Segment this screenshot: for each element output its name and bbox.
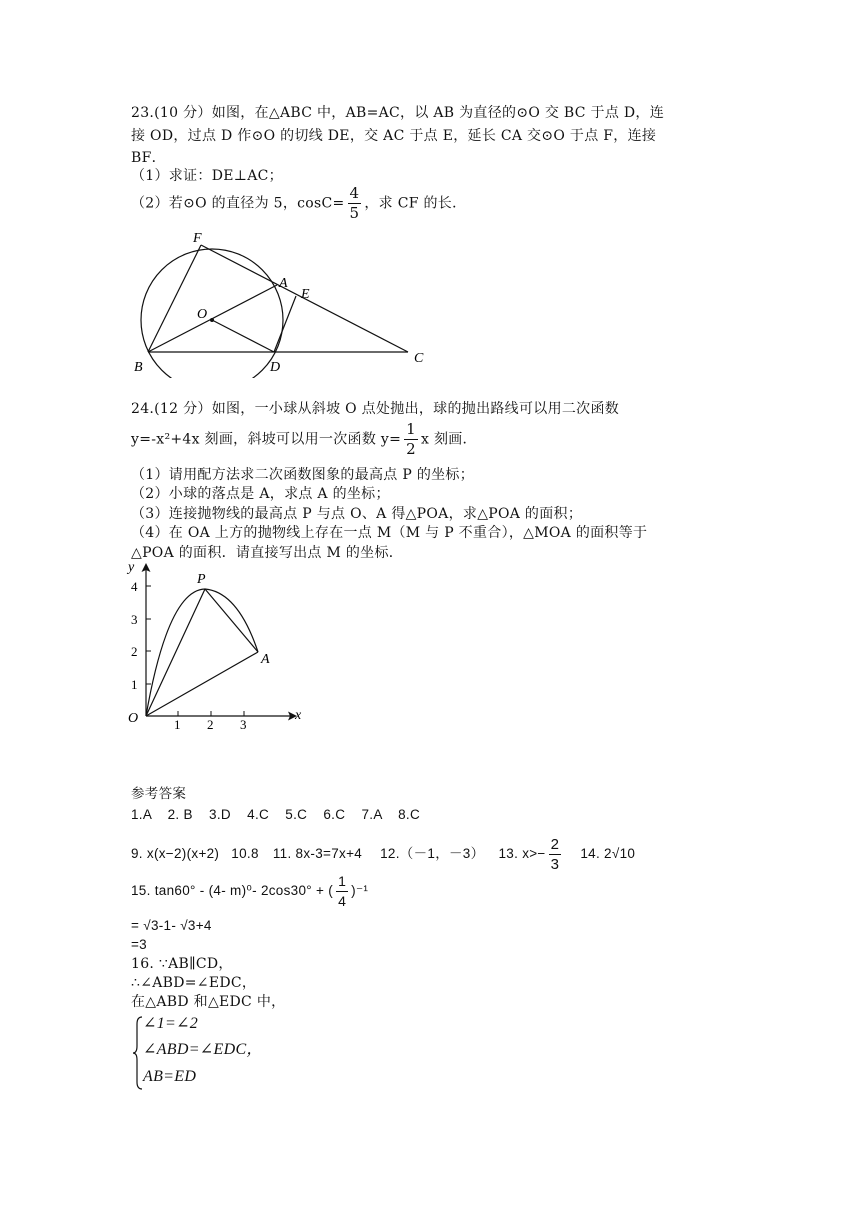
label-e: E (301, 287, 310, 302)
y-tick-label: 4 (131, 579, 138, 594)
y-tick-label: 1 (131, 677, 138, 692)
q24-part4: （4）在 OA 上方的抛物线上存在一点 M（M 与 P 不重合），△MOA 的面积等于 (131, 525, 648, 541)
x-tick-label: 1 (174, 717, 181, 732)
frac-num: 1 (336, 872, 348, 892)
answer-16-line2: ∴∠ABD=∠EDC， (131, 975, 257, 991)
label-a: A (261, 652, 270, 667)
q23-part2 (131, 184, 466, 223)
label-y: y (128, 560, 135, 575)
q23-line1: 23.(10 分）如图，在△ABC 中，AB=AC，以 AB 为直径的⊙O 交 BC 于点 D，连 (131, 105, 665, 121)
answers-row1: 1.A 2. B 3.D 4.C 5.C 6.C 7.A 8.C (131, 807, 421, 822)
system-eq-1: ∠1=∠2 (143, 1015, 199, 1032)
frac-den: 3 (550, 856, 560, 873)
segment-bf (148, 245, 201, 352)
answer-10: 10.8 (231, 846, 259, 862)
answers-row2 (131, 835, 635, 874)
answer-12: 12.（－1，－3） (380, 846, 485, 862)
y-tick-label: 2 (131, 644, 138, 659)
q23-part2-pre: （2）若⊙O 的直径为 5，cosC= (131, 195, 345, 212)
answer-9: 9. x(x−2)(x+2) (131, 846, 220, 862)
answer-15 (131, 872, 368, 911)
answer-15-fraction (336, 872, 348, 911)
q23-line2: 接 OD，过点 D 作⊙O 的切线 DE，交 AC 于点 E，延长 CA 交⊙O 于点 F，连接 (131, 128, 657, 144)
q24-part3: （3）连接抛物线的最高点 P 与点 O、A 得△POA，求△POA 的面积； (131, 506, 583, 522)
frac-den: 5 (349, 204, 360, 222)
x-tick-label: 2 (207, 717, 214, 732)
equation-brace (133, 1016, 143, 1090)
q23-part2-post: ，求 CF 的长． (364, 195, 467, 212)
system-eq-3: AB=ED (143, 1068, 197, 1085)
label-c: C (414, 351, 424, 366)
q24-line2-post: x 刻画． (421, 431, 477, 448)
q23-fraction (348, 184, 362, 223)
label-f: F (193, 231, 202, 246)
answer-13-fraction (549, 835, 562, 874)
label-x: x (295, 708, 302, 723)
frac-num: 4 (349, 184, 360, 202)
line-pa (205, 589, 258, 652)
x-tick-label: 3 (240, 717, 247, 732)
parabola-figure (126, 558, 311, 734)
frac-den: 2 (406, 440, 416, 458)
circle-triangle-figure (128, 228, 438, 378)
answer-13-pre: 13. x>− (498, 846, 546, 862)
q23-line3: BF． (131, 150, 166, 166)
q24-part2: （2）小球的落点是 A，求点 A 的坐标； (131, 486, 390, 502)
answer-15-pre: 15. tan60° - (4- m)⁰- 2cos30° + ( (131, 883, 334, 899)
answer-16-line3: 在△ABD 和△EDC 中， (131, 994, 286, 1010)
answer-11: 11. 8x-3=7x+4 (272, 846, 363, 862)
center-dot (210, 318, 214, 322)
segment-od (212, 320, 274, 352)
label-d: D (270, 360, 281, 375)
label-o: O (197, 307, 208, 322)
answer-15-line3: =3 (131, 937, 147, 952)
label-p: P (197, 572, 206, 587)
answers-heading: 参考答案 (131, 786, 187, 801)
system-eq-2: ∠ABD=∠EDC， (143, 1041, 263, 1058)
answer-13 (498, 836, 564, 873)
segment-de (274, 296, 296, 352)
q24-part1: （1）请用配方法求二次函数图象的最高点 P 的坐标； (131, 467, 475, 483)
frac-num: 2 (550, 836, 560, 853)
line-op (146, 589, 205, 716)
label-a: A (279, 276, 288, 291)
answer-16-line1: 16. ∵AB∥CD， (131, 956, 233, 972)
line-oa (146, 652, 258, 716)
frac-den: 4 (338, 893, 347, 909)
frac-num: 1 (406, 420, 416, 438)
q24-line2-pre: y=-x²+4x 刻画，斜坡可以用一次函数 y= (131, 431, 402, 448)
answer-14: 14. 2√10 (580, 846, 636, 862)
circle-o (141, 249, 283, 378)
q24-line2 (131, 420, 477, 459)
answer-15-post: )⁻¹ (351, 883, 369, 899)
q24-line1: 24.(12 分）如图，一小球从斜坡 O 点处抛出，球的抛出路线可以用二次函数 (131, 401, 620, 417)
q23-part1: （1）求证：DE⊥AC； (131, 168, 283, 184)
answer-15-line2: = √3-1- √3+4 (131, 918, 212, 933)
q24-fraction (404, 420, 418, 459)
parabola-curve (146, 589, 258, 716)
q24-part5: △POA 的面积．请直接写出点 M 的坐标． (131, 545, 404, 561)
label-origin: O (128, 711, 139, 726)
y-tick-label: 3 (131, 612, 138, 627)
label-b: B (134, 360, 143, 375)
